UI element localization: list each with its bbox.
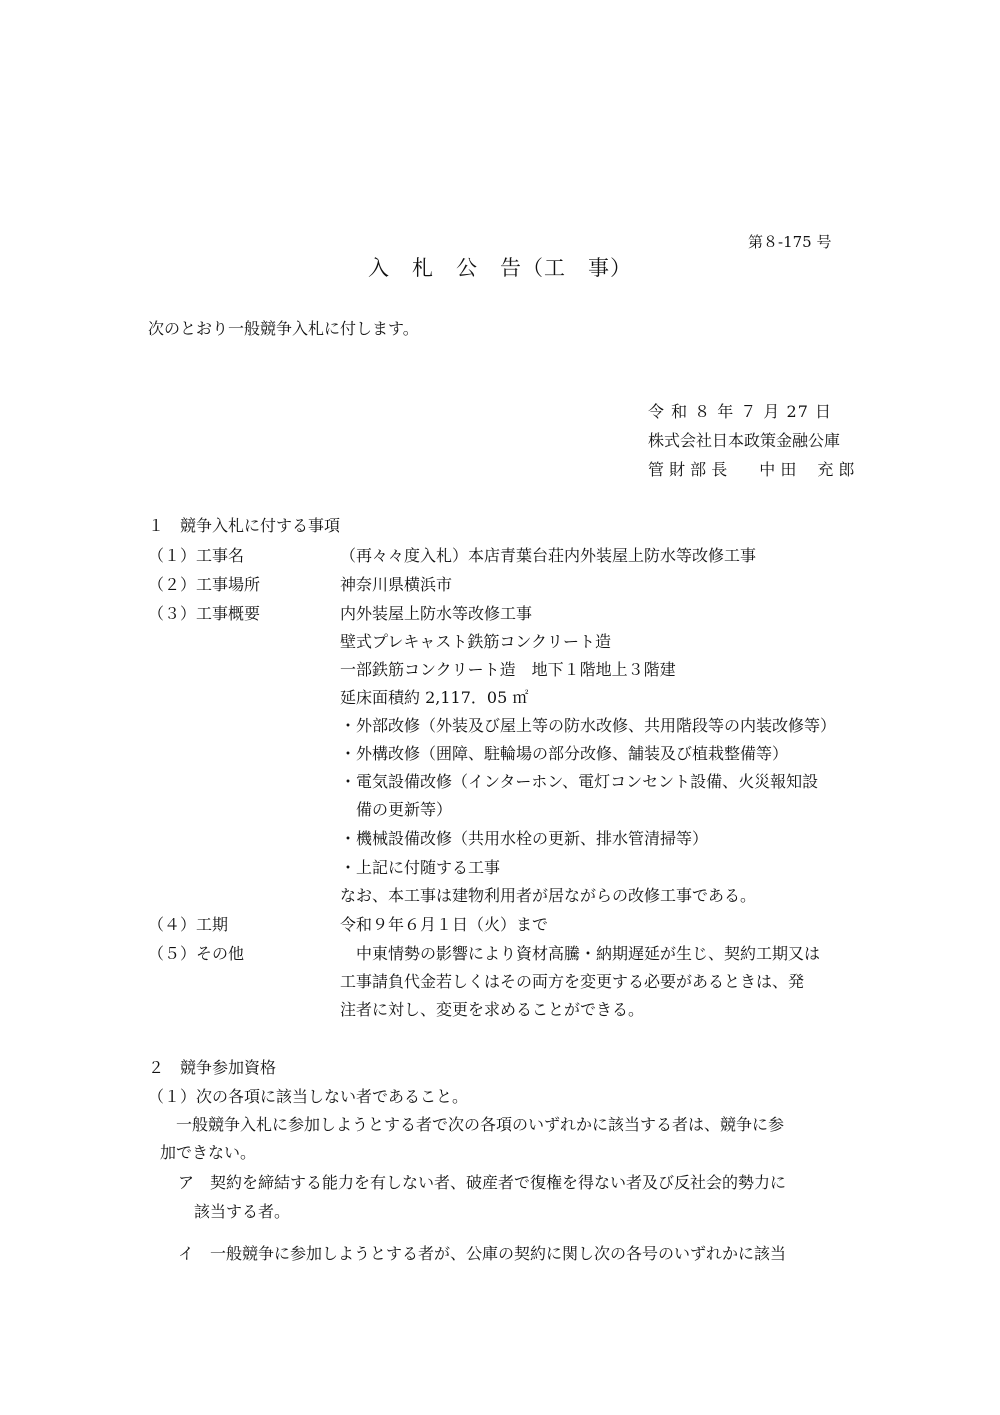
item-value: 令和９年６月１日（火）まで — [340, 915, 549, 934]
issuer-organization: 株式会社日本政策金融公庫 — [648, 431, 841, 450]
section2-paragraph: 加できない。 — [160, 1143, 257, 1162]
item-value: 内外装屋上防水等改修工事 — [340, 604, 533, 623]
item-label: （２）工事場所 — [148, 575, 261, 594]
item-label: （５）その他 — [148, 944, 245, 963]
section2-paragraph: 一般競争入札に参加しようとする者で次の各項のいずれかに該当する者は、競争に参 — [160, 1115, 785, 1134]
item-label: （３）工事概要 — [148, 604, 261, 623]
section2-item-a: 該当する者。 — [178, 1202, 291, 1221]
item-label: （１）工事名 — [148, 546, 245, 565]
item-value: 中東情勢の影響により資材高騰・納期遅延が生じ、契約工期又は — [340, 944, 821, 963]
item-value: ・外部改修（外装及び屋上等の防水改修、共用階段等の内装改修等） — [340, 716, 837, 735]
item-value: 延床面積約 2,117．05 ㎡ — [340, 688, 529, 707]
issuer-signatory: 管 財 部 長 中 田 充 郎 — [648, 460, 855, 479]
item-value: 注者に対し、変更を求めることができる。 — [340, 1000, 645, 1019]
item-value: ・上記に付随する工事 — [340, 858, 501, 877]
item-value: 神奈川県横浜市 — [340, 575, 453, 594]
item-value: 一部鉄筋コンクリート造 地下１階地上３階建 — [340, 660, 676, 679]
section2-sub1: （１）次の各項に該当しない者であること。 — [148, 1087, 469, 1106]
item-label: （４）工期 — [148, 915, 229, 934]
item-value: 備の更新等） — [340, 800, 453, 819]
section2-item-i: イ 一般競争に参加しようとする者が、公庫の契約に関し次の各号のいずれかに該当 — [178, 1244, 787, 1263]
item-value: 壁式プレキャスト鉄筋コンクリート造 — [340, 632, 612, 651]
intro-text: 次のとおり一般競争入札に付します。 — [148, 319, 419, 338]
item-value: ・外構改修（囲障、駐輪場の部分改修、舗装及び植栽整備等） — [340, 744, 789, 763]
item-value: ・電気設備改修（インターホン、電灯コンセント設備、火災報知設 — [340, 772, 819, 791]
issue-date: 令 和 ８ 年 ７ 月 27 日 — [648, 402, 832, 421]
item-value: なお、本工事は建物利用者が居ながらの改修工事である。 — [340, 886, 757, 905]
section1-heading: １ 競争入札に付する事項 — [148, 516, 341, 535]
section2-heading: ２ 競争参加資格 — [148, 1058, 277, 1077]
item-value: ・機械設備改修（共用水栓の更新、排水管清掃等） — [340, 829, 709, 848]
item-value: （再々々度入札）本店青葉台荘内外装屋上防水等改修工事 — [340, 546, 757, 565]
section2-item-a: ア 契約を締結する能力を有しない者、破産者で復権を得ない者及び反社会的勢力に — [178, 1173, 787, 1192]
document-number: 第８-175 号 — [748, 233, 832, 251]
item-value: 工事請負代金若しくはその両方を変更する必要があるときは、発 — [340, 972, 805, 991]
page-title: 入 札 公 告（工 事） — [368, 256, 632, 280]
